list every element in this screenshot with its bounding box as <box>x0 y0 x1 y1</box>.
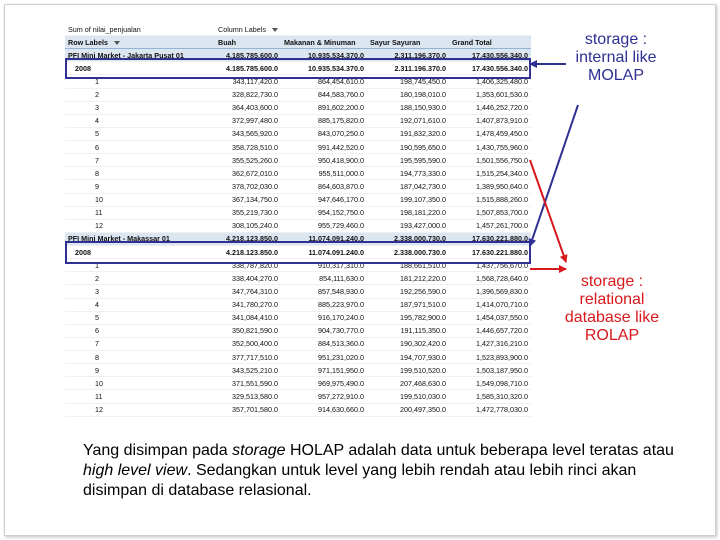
month-row <box>65 351 531 364</box>
month-row <box>65 141 531 154</box>
year-value-cell: 4.185.785.600.0 <box>215 62 281 75</box>
year-label: 2008 <box>65 246 215 259</box>
month-row <box>65 114 531 127</box>
month-label: 6 <box>65 141 215 154</box>
month-value-cell: 904,730,770.0 <box>281 324 367 337</box>
month-label: 11 <box>65 206 215 219</box>
month-value-cell: 955,729,460.0 <box>281 219 367 232</box>
month-label: 3 <box>65 285 215 298</box>
month-value-cell: 864,454,610.0 <box>281 75 367 88</box>
month-row <box>65 337 531 350</box>
market-value-cell: 4.185.785.600.0 <box>215 49 281 62</box>
month-value-cell: 352,500,400.0 <box>215 337 281 350</box>
column-header: Sayur Sayuran <box>367 36 449 49</box>
month-row <box>65 324 531 337</box>
month-value-cell: 188,150,930.0 <box>367 101 449 114</box>
pivot-measure-label: Sum of nilai_penjualan <box>65 23 215 36</box>
month-value-cell: 364,403,600.0 <box>215 101 281 114</box>
year-label: 2008 <box>65 62 215 75</box>
market-value-cell: 17.630.221.880.0 <box>449 232 531 245</box>
month-value-cell: 338,404,270.0 <box>215 272 281 285</box>
month-row <box>65 219 531 232</box>
year-value-cell: 17.630.221.880.0 <box>449 246 531 259</box>
month-value-cell: 371,551,590.0 <box>215 377 281 390</box>
caption-text <box>83 441 683 501</box>
month-value-cell: 341,780,270.0 <box>215 298 281 311</box>
month-value-cell: 338,787,820.0 <box>215 259 281 272</box>
month-label: 4 <box>65 114 215 127</box>
month-value-cell: 1,523,893,900.0 <box>449 351 531 364</box>
month-value-cell: 194,773,330.0 <box>367 167 449 180</box>
month-value-cell: 1,407,873,910.0 <box>449 114 531 127</box>
caption-storage-term: storage <box>232 442 286 459</box>
month-row <box>65 154 531 167</box>
pivot-table <box>65 23 531 417</box>
row-labels-text: Row Labels <box>68 37 108 47</box>
month-value-cell: 1,501,556,750.0 <box>449 154 531 167</box>
month-label: 8 <box>65 167 215 180</box>
month-value-cell: 181,212,220.0 <box>367 272 449 285</box>
month-label: 5 <box>65 127 215 140</box>
month-value-cell: 844,583,760.0 <box>281 88 367 101</box>
month-value-cell: 1,446,252,720.0 <box>449 101 531 114</box>
month-value-cell: 195,782,900.0 <box>367 311 449 324</box>
month-value-cell: 950,418,900.0 <box>281 154 367 167</box>
month-value-cell: 916,170,240.0 <box>281 311 367 324</box>
month-value-cell: 329,513,580.0 <box>215 390 281 403</box>
filter-dropdown-icon[interactable] <box>114 41 120 45</box>
month-row <box>65 364 531 377</box>
month-value-cell: 192,256,590.0 <box>367 285 449 298</box>
month-value-cell: 991,442,520.0 <box>281 141 367 154</box>
month-value-cell: 347,764,310.0 <box>215 285 281 298</box>
month-value-cell: 1,454,037,550.0 <box>449 311 531 324</box>
month-value-cell: 367,134,750.0 <box>215 193 281 206</box>
month-label: 6 <box>65 324 215 337</box>
month-value-cell: 187,971,510.0 <box>367 298 449 311</box>
month-value-cell: 343,117,420.0 <box>215 75 281 88</box>
month-value-cell: 891,602,200.0 <box>281 101 367 114</box>
month-value-cell: 192,071,610.0 <box>367 114 449 127</box>
month-label: 11 <box>65 390 215 403</box>
month-value-cell: 1,515,888,260.0 <box>449 193 531 206</box>
month-row <box>65 127 531 140</box>
month-value-cell: 355,219,730.0 <box>215 206 281 219</box>
year-value-cell: 4.218.123.850.0 <box>215 246 281 259</box>
month-value-cell: 843,070,250.0 <box>281 127 367 140</box>
month-value-cell: 350,821,590.0 <box>215 324 281 337</box>
month-label: 10 <box>65 193 215 206</box>
month-value-cell: 1,503,187,950.0 <box>449 364 531 377</box>
month-value-cell: 190,302,420.0 <box>367 337 449 350</box>
pivot-header-top-row <box>65 23 531 36</box>
month-label: 12 <box>65 403 215 417</box>
month-value-cell: 198,745,450.0 <box>367 75 449 88</box>
month-value-cell: 187,042,730.0 <box>367 180 449 193</box>
month-value-cell: 198,181,220.0 <box>367 206 449 219</box>
month-label: 8 <box>65 351 215 364</box>
month-value-cell: 199,510,030.0 <box>367 390 449 403</box>
year-value-cell: 11.074.091.240.0 <box>281 246 367 259</box>
month-value-cell: 951,231,020.0 <box>281 351 367 364</box>
month-label: 5 <box>65 311 215 324</box>
market-value-cell: 17.430.556.340.0 <box>449 49 531 62</box>
month-value-cell: 378,702,030.0 <box>215 180 281 193</box>
month-value-cell: 1,585,310,320.0 <box>449 390 531 403</box>
month-value-cell: 195,595,590.0 <box>367 154 449 167</box>
month-row <box>65 272 531 285</box>
month-value-cell: 1,353,601,530.0 <box>449 88 531 101</box>
year-value-cell: 17.430.556.340.0 <box>449 62 531 75</box>
month-row <box>65 206 531 219</box>
month-value-cell: 377,717,510.0 <box>215 351 281 364</box>
month-row <box>65 298 531 311</box>
month-label: 9 <box>65 364 215 377</box>
month-row <box>65 101 531 114</box>
month-value-cell: 885,223,970.0 <box>281 298 367 311</box>
market-value-cell: 2.311.196.370.0 <box>367 49 449 62</box>
month-value-cell: 910,317,310.0 <box>281 259 367 272</box>
month-value-cell: 1,446,657,720.0 <box>449 324 531 337</box>
market-label: PFI Mini Market - Jakarta Pusat 01 <box>65 49 215 62</box>
caption-part-3: . Sedangkan untuk level yang lebih rendah atau lebih rinci akan disimpan di database relasional. <box>83 462 637 499</box>
molap-annotation: storage : internal like MOLAP <box>575 31 657 84</box>
month-value-cell: 199,510,520.0 <box>367 364 449 377</box>
month-value-cell: 1,478,459,450.0 <box>449 127 531 140</box>
column-header: Buah <box>215 36 281 49</box>
month-label: 10 <box>65 377 215 390</box>
month-value-cell: 1,427,316,210.0 <box>449 337 531 350</box>
year-value-cell: 10.935.534.370.0 <box>281 62 367 75</box>
month-value-cell: 955,511,000.0 <box>281 167 367 180</box>
month-value-cell: 193,427,000.0 <box>367 219 449 232</box>
month-label: 9 <box>65 180 215 193</box>
month-value-cell: 191,832,320.0 <box>367 127 449 140</box>
month-row <box>65 88 531 101</box>
month-value-cell: 969,975,490.0 <box>281 377 367 390</box>
month-value-cell: 341,084,410.0 <box>215 311 281 324</box>
month-value-cell: 343,565,920.0 <box>215 127 281 140</box>
high-level-frame-makassar <box>65 241 531 264</box>
month-row <box>65 390 531 403</box>
month-row <box>65 285 531 298</box>
month-value-cell: 308,105,240.0 <box>215 219 281 232</box>
month-label: 4 <box>65 298 215 311</box>
month-value-cell: 957,272,910.0 <box>281 390 367 403</box>
month-value-cell: 885,175,820.0 <box>281 114 367 127</box>
market-label: PFI Mini Market - Makassar 01 <box>65 232 215 245</box>
month-value-cell: 864,603,870.0 <box>281 180 367 193</box>
year-value-cell: 2.338.000.730.0 <box>367 246 449 259</box>
month-value-cell: 947,646,170.0 <box>281 193 367 206</box>
month-value-cell: 343,525,210.0 <box>215 364 281 377</box>
month-value-cell: 199,107,350.0 <box>367 193 449 206</box>
month-label: 2 <box>65 272 215 285</box>
month-row <box>65 193 531 206</box>
month-value-cell: 194,707,930.0 <box>367 351 449 364</box>
column-labels-filter[interactable] <box>215 23 281 36</box>
row-labels-filter[interactable] <box>65 36 215 49</box>
month-value-cell: 1,507,853,700.0 <box>449 206 531 219</box>
column-labels-text: Column Labels <box>218 24 266 34</box>
month-label: 7 <box>65 337 215 350</box>
month-value-cell: 857,548,930.0 <box>281 285 367 298</box>
month-value-cell: 190,595,650.0 <box>367 141 449 154</box>
month-value-cell: 854,111,630.0 <box>281 272 367 285</box>
month-value-cell: 372,997,480.0 <box>215 114 281 127</box>
month-value-cell: 1,437,756,670.0 <box>449 259 531 272</box>
month-value-cell: 971,151,950.0 <box>281 364 367 377</box>
column-header: Grand Total <box>449 36 531 49</box>
high-level-frame-jakarta <box>65 58 531 79</box>
month-value-cell: 1,549,098,710.0 <box>449 377 531 390</box>
month-value-cell: 362,672,010.0 <box>215 167 281 180</box>
month-value-cell: 884,513,360.0 <box>281 337 367 350</box>
month-value-cell: 328,822,730.0 <box>215 88 281 101</box>
month-value-cell: 954,152,750.0 <box>281 206 367 219</box>
market-value-cell: 4.218.123.850.0 <box>215 232 281 245</box>
month-label: 1 <box>65 259 215 272</box>
month-row <box>65 167 531 180</box>
month-label: 12 <box>65 219 215 232</box>
month-value-cell: 358,728,510.0 <box>215 141 281 154</box>
caption-part-2: HOLAP adalah data untuk beberapa level teratas atau <box>285 442 674 459</box>
month-value-cell: 355,525,260.0 <box>215 154 281 167</box>
month-label: 3 <box>65 101 215 114</box>
month-value-cell: 200,497,350.0 <box>367 403 449 417</box>
year-value-cell: 2.311.196.370.0 <box>367 62 449 75</box>
market-value-cell: 11.074.091.240.0 <box>281 232 367 245</box>
month-value-cell: 1,414,070,710.0 <box>449 298 531 311</box>
month-value-cell: 207,468,630.0 <box>367 377 449 390</box>
month-value-cell: 1,515,254,340.0 <box>449 167 531 180</box>
month-row <box>65 377 531 390</box>
month-value-cell: 914,630,660.0 <box>281 403 367 417</box>
month-label: 2 <box>65 88 215 101</box>
column-header: Makanan & Minuman <box>281 36 367 49</box>
month-value-cell: 1,389,950,640.0 <box>449 180 531 193</box>
month-value-cell: 1,430,755,960.0 <box>449 141 531 154</box>
rolap-annotation: storage : relational database like ROLAP <box>564 273 660 344</box>
empty-cell <box>367 23 449 36</box>
month-label: 1 <box>65 75 215 88</box>
month-value-cell: 1,406,325,480.0 <box>449 75 531 88</box>
market-value-cell: 10.935.534.370.0 <box>281 49 367 62</box>
month-value-cell: 357,701,580.0 <box>215 403 281 417</box>
empty-cell <box>281 23 367 36</box>
market-value-cell: 2.338.000.730.0 <box>367 232 449 245</box>
caption-part-1: Yang disimpan pada <box>83 442 233 459</box>
month-label: 7 <box>65 154 215 167</box>
slide <box>4 4 716 536</box>
caption-high-level-view-term: high level view <box>83 462 188 479</box>
month-row <box>65 403 531 417</box>
month-row <box>65 311 531 324</box>
month-value-cell: 1,457,261,700.0 <box>449 219 531 232</box>
month-value-cell: 1,396,569,830.0 <box>449 285 531 298</box>
month-value-cell: 191,115,350.0 <box>367 324 449 337</box>
empty-cell <box>449 23 531 36</box>
month-value-cell: 1,472,778,030.0 <box>449 403 531 417</box>
month-value-cell: 1,568,728,640.0 <box>449 272 531 285</box>
month-value-cell: 180,198,010.0 <box>367 88 449 101</box>
month-row <box>65 180 531 193</box>
month-value-cell: 188,661,510.0 <box>367 259 449 272</box>
pivot-header-row <box>65 36 531 49</box>
filter-dropdown-icon[interactable] <box>272 28 278 32</box>
